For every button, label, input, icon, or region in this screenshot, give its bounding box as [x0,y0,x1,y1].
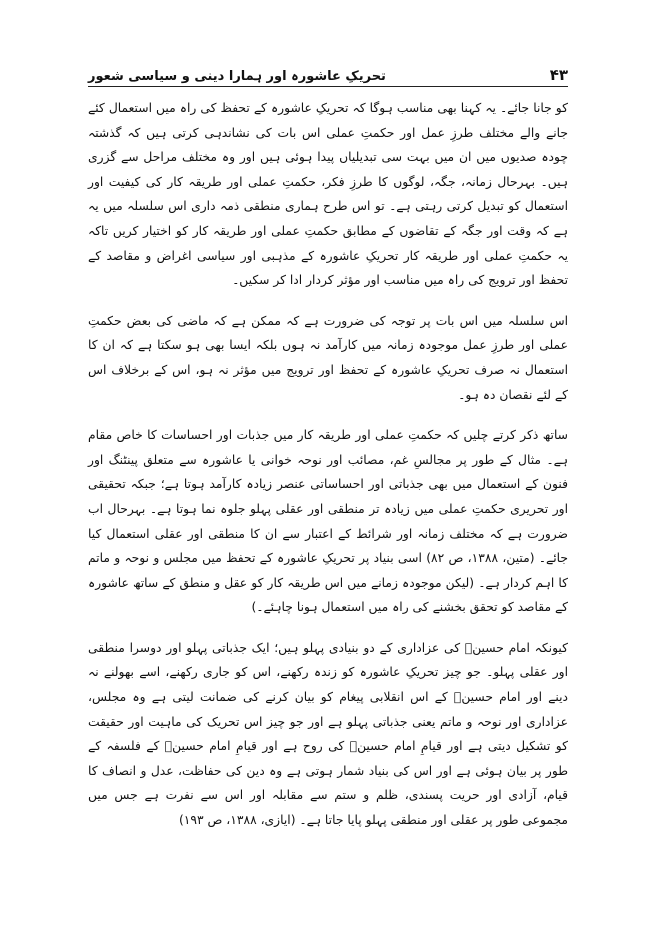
running-title: تحریکِ عاشورہ اور ہمارا دینی و سیاسی شعور [88,69,386,84]
page-number: ۴۳ [549,66,568,84]
paragraph-3: ساتھ ذکر کرتے چلیں کہ حکمتِ عملی اور طریقہ کار میں جذبات اور احساسات کا خاص مقام ہے۔ مثال کے طور پر مجالسِ غم، مصائب اور نوحہ خوانی یا عاشورہ سے متعلق پینٹنگ اور فنون کے استعمال میں بھی جذباتی اور احساساتی عنصر زیادہ کارآمد ہوتا ہے؛ جبکہ تحقیقی اور تحریری حکمتِ عملی میں زیادہ تر منطقی اور عقلی پہلو جلوہ نما ہوتا ہے۔ بہرحال اب ضرورت ہے کہ مختلف زمانہ اور شرائط کے اعتبار سے ان کا منطقی اور عقلی استعمال کیا جائے۔ (متین، ۱۳۸۸، ص ۸۲) اسی بنیاد پر تحریکِ عاشورہ کے تحفظ میں مجلس و نوحہ و ماتم کا اہم کردار ہے۔ (لیکن موجودہ زمانے میں اس طریقہ کار کو عقل و منطق کے ساتھ عاشورہ کے مقاصد کو تحقق بخشنے کی راہ میں استعمال ہونا چاہئے۔) [88,428,568,615]
paragraph-2: اس سلسلہ میں اس بات پر توجہ کی ضرورت ہے کہ ممکن ہے کہ ماضی کی بعض حکمتِ عملی اور طرزِ عمل موجودہ زمانہ میں کارآمد نہ ہوں بلکہ ایسا بھی ہو سکتا ہے کہ ان کا استعمال نہ صرف تحریکِ عاشورہ کے تحفظ اور ترویج میں مؤثر نہ ہو، اس کے برخلاف اس کے لئے نقصان دہ ہو۔ [88,313,568,402]
page-body [88,96,568,849]
header-rule [88,86,568,87]
page-header [88,62,568,84]
paragraph-4: کیونکہ امام حسینؑ کی عزاداری کے دو بنیادی پہلو ہیں؛ ایک جذباتی پہلو اور دوسرا منطقی اور عقلی پہلو۔ جو چیز تحریکِ عاشورہ کو زندہ رکھنے، اس کو جاری رکھنے، اسے بھولنے نہ دینے اور امام حسینؑ کے اس انقلابی پیغام کو بیان کرنے کی ضمانت لیتی ہے وہ مجلس، عزاداری اور نوحہ و ماتم یعنی جذباتی پہلو ہے اور جو چیز اس تحریک کی ماہیت اور حقیقت کو تشکیل دیتی ہے اور قیامِ امام حسینؑ کی روح ہے اور قیامِ امام حسینؑ کے فلسفہ کے طور پر بیان ہوئی ہے اور اس کی بنیاد شمار ہوتی ہے وہ دین کی حفاظت، عدل و انصاف کا قیام، آزادی اور حریت پسندی، ظلم و ستم سے مقابلہ اور اس سے نفرت ہے جس میں مجموعی طور پر عقلی اور منطقی پہلو پایا جاتا ہے۔ (ایازی، ۱۳۸۸، ص ۱۹۳) [88,640,568,828]
paragraph-1: کو جانا جائے۔ یہ کہنا بھی مناسب ہوگا کہ تحریکِ عاشورہ کے تحفظ کی راہ میں استعمال کئے جانے والے مختلف طرزِ عمل اور حکمتِ عملی اس بات کی نشاندہی کرتی ہیں کہ گذشتہ چودہ صدیوں میں ان میں بہت سی تبدیلیاں پیدا ہوئی ہیں اور وہ مختلف مراحل سے گزری ہیں۔ بہرحال زمانہ، جگہ، لوگوں کا طرزِ فکر، حکمتِ عملی اور طریقہ کار کی کیفیت اور استعمال کو تبدیل کرتی رہتی ہے۔ تو اس طرح ہماری منطقی ذمہ داری اس سلسلہ میں یہ ہے کہ وقت اور جگہ کے تقاضوں کے مطابق حکمتِ عملی اور طریقہ کار کو اختیار کریں تاکہ یہ حکمتِ عملی اور طریقہ کار تحریکِ عاشورہ کے مذہبی اور سیاسی اغراض و مقاصد کے تحفظ اور ترویج کی راہ میں مناسب اور مؤثر کردار ادا کر سکیں۔ [88,101,568,288]
